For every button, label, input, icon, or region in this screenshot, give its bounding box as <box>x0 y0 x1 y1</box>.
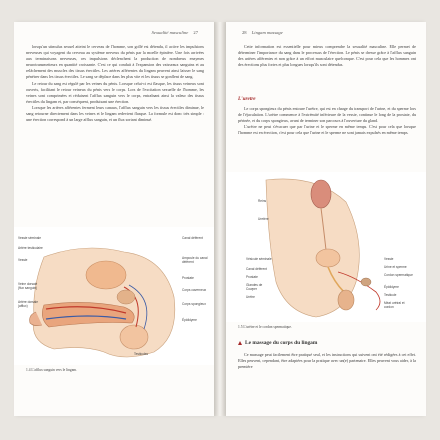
triangle-icon <box>238 341 242 345</box>
label-cordon-spermatique: Cordon spermatique <box>384 273 413 277</box>
label-prostate-right: Prostate <box>246 275 258 279</box>
label-prostate: Prostate <box>182 276 194 280</box>
label-uretre: Urètre <box>246 295 255 299</box>
section-heading <box>238 340 317 346</box>
subhead-uretre: L'uretre <box>238 96 256 102</box>
urethra-figure <box>226 172 426 322</box>
uretre-text <box>238 106 416 136</box>
urethra-illustration <box>226 172 426 322</box>
left-header-title: Sexualité masculine <box>151 30 189 35</box>
left-body-text <box>26 44 204 123</box>
right-page-number: 28 <box>242 30 247 35</box>
paragraph: L'urètre ne peut s'évacuer que par l'urine et le sperme en même temps. C'est pour cela que lorsque l'homme est en érection, c'est pour cela que l'urine et le sperme ne sont jamais expulsés en même temps. <box>238 124 416 136</box>
figure-caption-right: 1.5 L'urètre et le cordon spermatique. <box>238 325 292 329</box>
paragraph: Lorsque les artères afférentes ferment leurs canaux, l'afflux sanguin vers les tissus érectiles diminue, le sang retourne directement dans les veines et le lingam redevient flasque. La formule est donc très simple : une érection correspond à un large afflux sanguin, et un flux sortant diminué. <box>26 104 204 123</box>
paragraph: lorsqu'un stimulus sexuel atteint le cerveau de l'homme, son gollé est détendu, il active les impulsions nerveuses qui voyagent du cerveau au système nerveux du pénis par la moelle épinière. Une fois arrivées aux terminaisons nerveuses, ces impulsions déclenchent la production de nombreux enzymes neurotransmetteurs en quantité croissante. C'est ce qui conduit à l'expansion des vaisseaux sanguins et au relâchement des muscles des tissus érectiles. Les artères afférentes du lingam peuvent ainsi laisser le sang pénétrer dans les tissus érectiles. Le sang se déplace dans les plus vite et les tissus se gonflent de sang. <box>26 44 204 80</box>
book-spine <box>214 22 226 416</box>
label-corps-caverneux: Corps caverneux <box>182 288 207 292</box>
right-page <box>226 22 426 416</box>
left-page-number: 27 <box>193 30 198 35</box>
label-ampoule: Ampoule du canal déférent <box>182 256 208 264</box>
paragraph: Cette information est essentielle pour mieux comprendre la sexualité masculine. Elle permet de déterminer l'importance du sang dans le processus de l'érection. Le pénis se dresse grâce à l'afflux sanguin des artères afférentes et non grâce à un effort musculaire quelconque. C'est pour cela que les hommes ont des érections plus fortes et plus longues lorsqu'ils sont détendus. <box>238 44 416 68</box>
paragraph: Le corps spongieux du pénis entoure l'urètre, qui est en charge du transport de l'urine, et du sperme lors de l'éjaculation. L'urètre commence à l'extrémité inférieure de la vessie, continue le long de la prostate, du périnée, et du corps spongieux, avant de terminer son parcours à l'ouverture du gland. <box>238 106 416 124</box>
label-glandes-cowper: Glandes de Cowper <box>246 283 263 291</box>
paragraph: Le retour du sang est régulé par les veines du pénis. Lorsque celui-ci est flasque, les tissus veineux sont ouverts, facilitant le retour veineux du pénis vers le corps. Lors de l'excitation sexuelle de l'homme, les veines sont comprimées et réduisent l'afflux sanguin vers le corps, entraînant ainsi la valeur des tissus érectiles du lingam et, par conséquent, produisant une érection. <box>26 80 204 104</box>
label-vessie-seminale: Vessie séminale <box>18 236 42 240</box>
left-page-header <box>152 30 202 35</box>
label-canal-deferent-right: Canal déférent <box>246 267 267 271</box>
section-title: Le massage du corps du lingam <box>245 340 318 346</box>
section-text <box>238 352 416 370</box>
figure-caption: 1.4 L'afflux sanguin vers le lingam. <box>26 368 77 372</box>
label-vessie-right: Vessie <box>384 257 394 261</box>
label-epididyme: Épididyme <box>182 318 197 322</box>
label-reins: Reins <box>258 199 267 203</box>
label-corps-spongieux: Corps spongieux <box>182 302 206 306</box>
intro-text <box>238 44 416 68</box>
label-testicules: Testicules <box>134 352 148 356</box>
right-header-title: Lingam massage <box>251 30 283 35</box>
label-epididyme-right: Épididyme <box>384 285 399 289</box>
label-meat: Méat urétral et cordon <box>384 301 405 309</box>
label-vessie: Vessie <box>18 258 28 262</box>
label-artere-dorsale: Artère dorsale (afflux) <box>18 300 39 308</box>
label-artere-testiculaire: Artère testiculaire <box>18 246 43 250</box>
label-testicule: Testicule <box>384 293 397 297</box>
label-canal-deferent: Canal déférent <box>182 236 203 240</box>
label-uretere: Uretère <box>258 217 269 221</box>
label-vesicule-seminale: Vésicule séminale <box>246 257 272 261</box>
left-page <box>14 22 214 416</box>
paragraph: Ce massage peut facilement être pratiqué seul, et les instructions qui suivent ont été rédigées à cet effet. Elles peuvent, cependant, être adaptées pour la pratique avec un(e) partenaire. Elles peuvent vous aider, à la première <box>238 352 416 370</box>
male-anatomy-illustration <box>14 227 214 365</box>
right-page-header <box>238 30 283 35</box>
label-urine-sperme: Urine et sperme <box>384 265 407 269</box>
label-veine-dorsale: Veine dorsale (flux sanguin) <box>18 282 38 290</box>
blood-flow-figure <box>14 227 214 365</box>
